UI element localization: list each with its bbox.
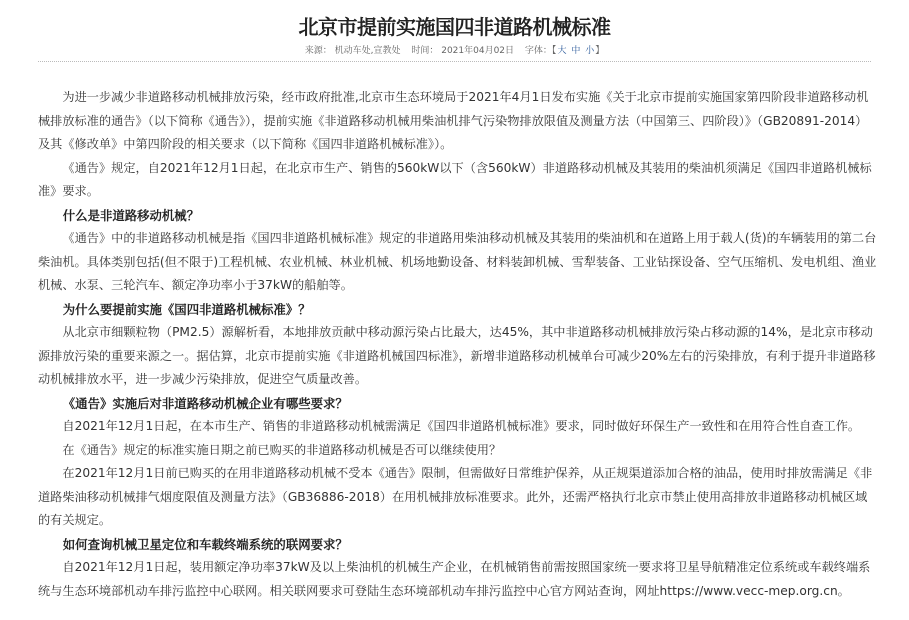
font-size-close-bracket: 】 — [595, 46, 605, 56]
meta-font-size — [525, 46, 604, 56]
paragraph-network: 自2021年12月1日起，装用额定净功率37kW及以上柴油机的机械生产企业，在机械销售前需按照国家统一要求将卫星导航精准定位系统或车载终端系统与生态环境部机动车排污监控中心联网。相关联网要求可登陆生态环境部机动车排污监控中心官方网站查询，网址https://www.vecc-mep.org.cn。 — [38, 560, 871, 598]
font-size-label: 字体： — [524, 46, 552, 56]
font-size-small-link[interactable]: 小 — [585, 46, 595, 56]
title-divider — [38, 61, 871, 62]
question-heading: 什么是非道路移动机械？ — [62, 207, 200, 223]
font-size-large-link[interactable]: 大 — [557, 46, 567, 56]
meta-time: 时间： 2021年04月02日 — [411, 46, 515, 56]
article-title: 北京市提前实施国四非道路机械标准 — [298, 15, 611, 39]
paragraph-definition: 《通告》中的非道路移动机械是指《国四非道路机械标准》规定的非道路用柴油移动机械及其装用的柴油机和在道路上用于载人(货)的车辆装用的第二台柴油机。具体类别包括(但不限于)工程机械、农业机械、林业机械、机场地勤设备、材料装卸机械、雪犁装备、工业钻探设备、空气压缩机、发电机组、渔业机械、水泵、三轮汽车、额定净功率小于37kW的船舶等。 — [38, 231, 877, 292]
article-meta — [0, 44, 909, 58]
paragraph-requirements: 自2021年12月1日起，在本市生产、销售的非道路移动机械需满足《国四非道路机械标准》要求，同时做好环保生产一致性和在用符合性自查工作。 — [62, 419, 861, 433]
article-body — [38, 86, 878, 603]
paragraph-continued-use-answer: 在2021年12月1日前已购买的在用非道路移动机械不受本《通告》限制，但需做好日常维护保养，从正规渠道添加合格的油品，使用时排放需满足《非道路柴油移动机械排气烟度限值及测量方法》（GB36886-2018）在用机械排放标准要求。此外，还需严格执行北京市禁止使用高排放非道路移动机械区域的有关规定。 — [38, 466, 873, 527]
question-heading: 如何查询机械卫星定位和车载终端系统的联网要求？ — [62, 536, 348, 552]
meta-source: 来源： 机动车处,宣教处 — [304, 46, 401, 56]
paragraph-intro: 为进一步减少非道路移动机械排放污染，经市政府批准,北京市生态环境局于2021年4月1日发布实施《关于北京市提前实施国家第四阶段非道路移动机械排放标准的通告》（以下简称《通告》），提前实施《非道路移动机械用柴油机排气污染物排放限值及测量方法（中国第三、四阶段）》（GB20891-2014）及其《修改单》中第四阶段的相关要求（以下简称《国四非道路机械标准》）。 — [38, 90, 869, 151]
font-size-medium-link[interactable]: 中 — [571, 46, 581, 56]
font-size-open-bracket: 【 — [551, 46, 557, 56]
question-heading: 《通告》实施后对非道路移动机械企业有哪些要求？ — [62, 395, 348, 411]
paragraph-reason: 从北京市细颗粒物（PM2.5）源解析看，本地排放贡献中移动源污染占比最大，达45%，其中非道路移动机械排放污染占移动源的14%，是北京市移动源排放污染的重要来源之一。据估算，北京市提前实施《非道路机械国四标准》，新增非道路移动机械单台可减少20%左右的污染排放，有利于提升非道路移动机械排放水平，进一步减少污染排放，促进空气质量改善。 — [38, 325, 876, 386]
paragraph-rule: 《通告》规定，自2021年12月1日起，在北京市生产、销售的560kW以下（含560kW）非道路移动机械及其装用的柴油机须满足《国四非道路机械标准》要求。 — [38, 160, 872, 198]
question-heading: 为什么要提前实施《国四非道路机械标准》？ — [62, 301, 311, 317]
paragraph-continued-use-question: 在《通告》规定的标准实施日期之前已购买的非道路移动机械是否可以继续使用？ — [62, 442, 502, 457]
